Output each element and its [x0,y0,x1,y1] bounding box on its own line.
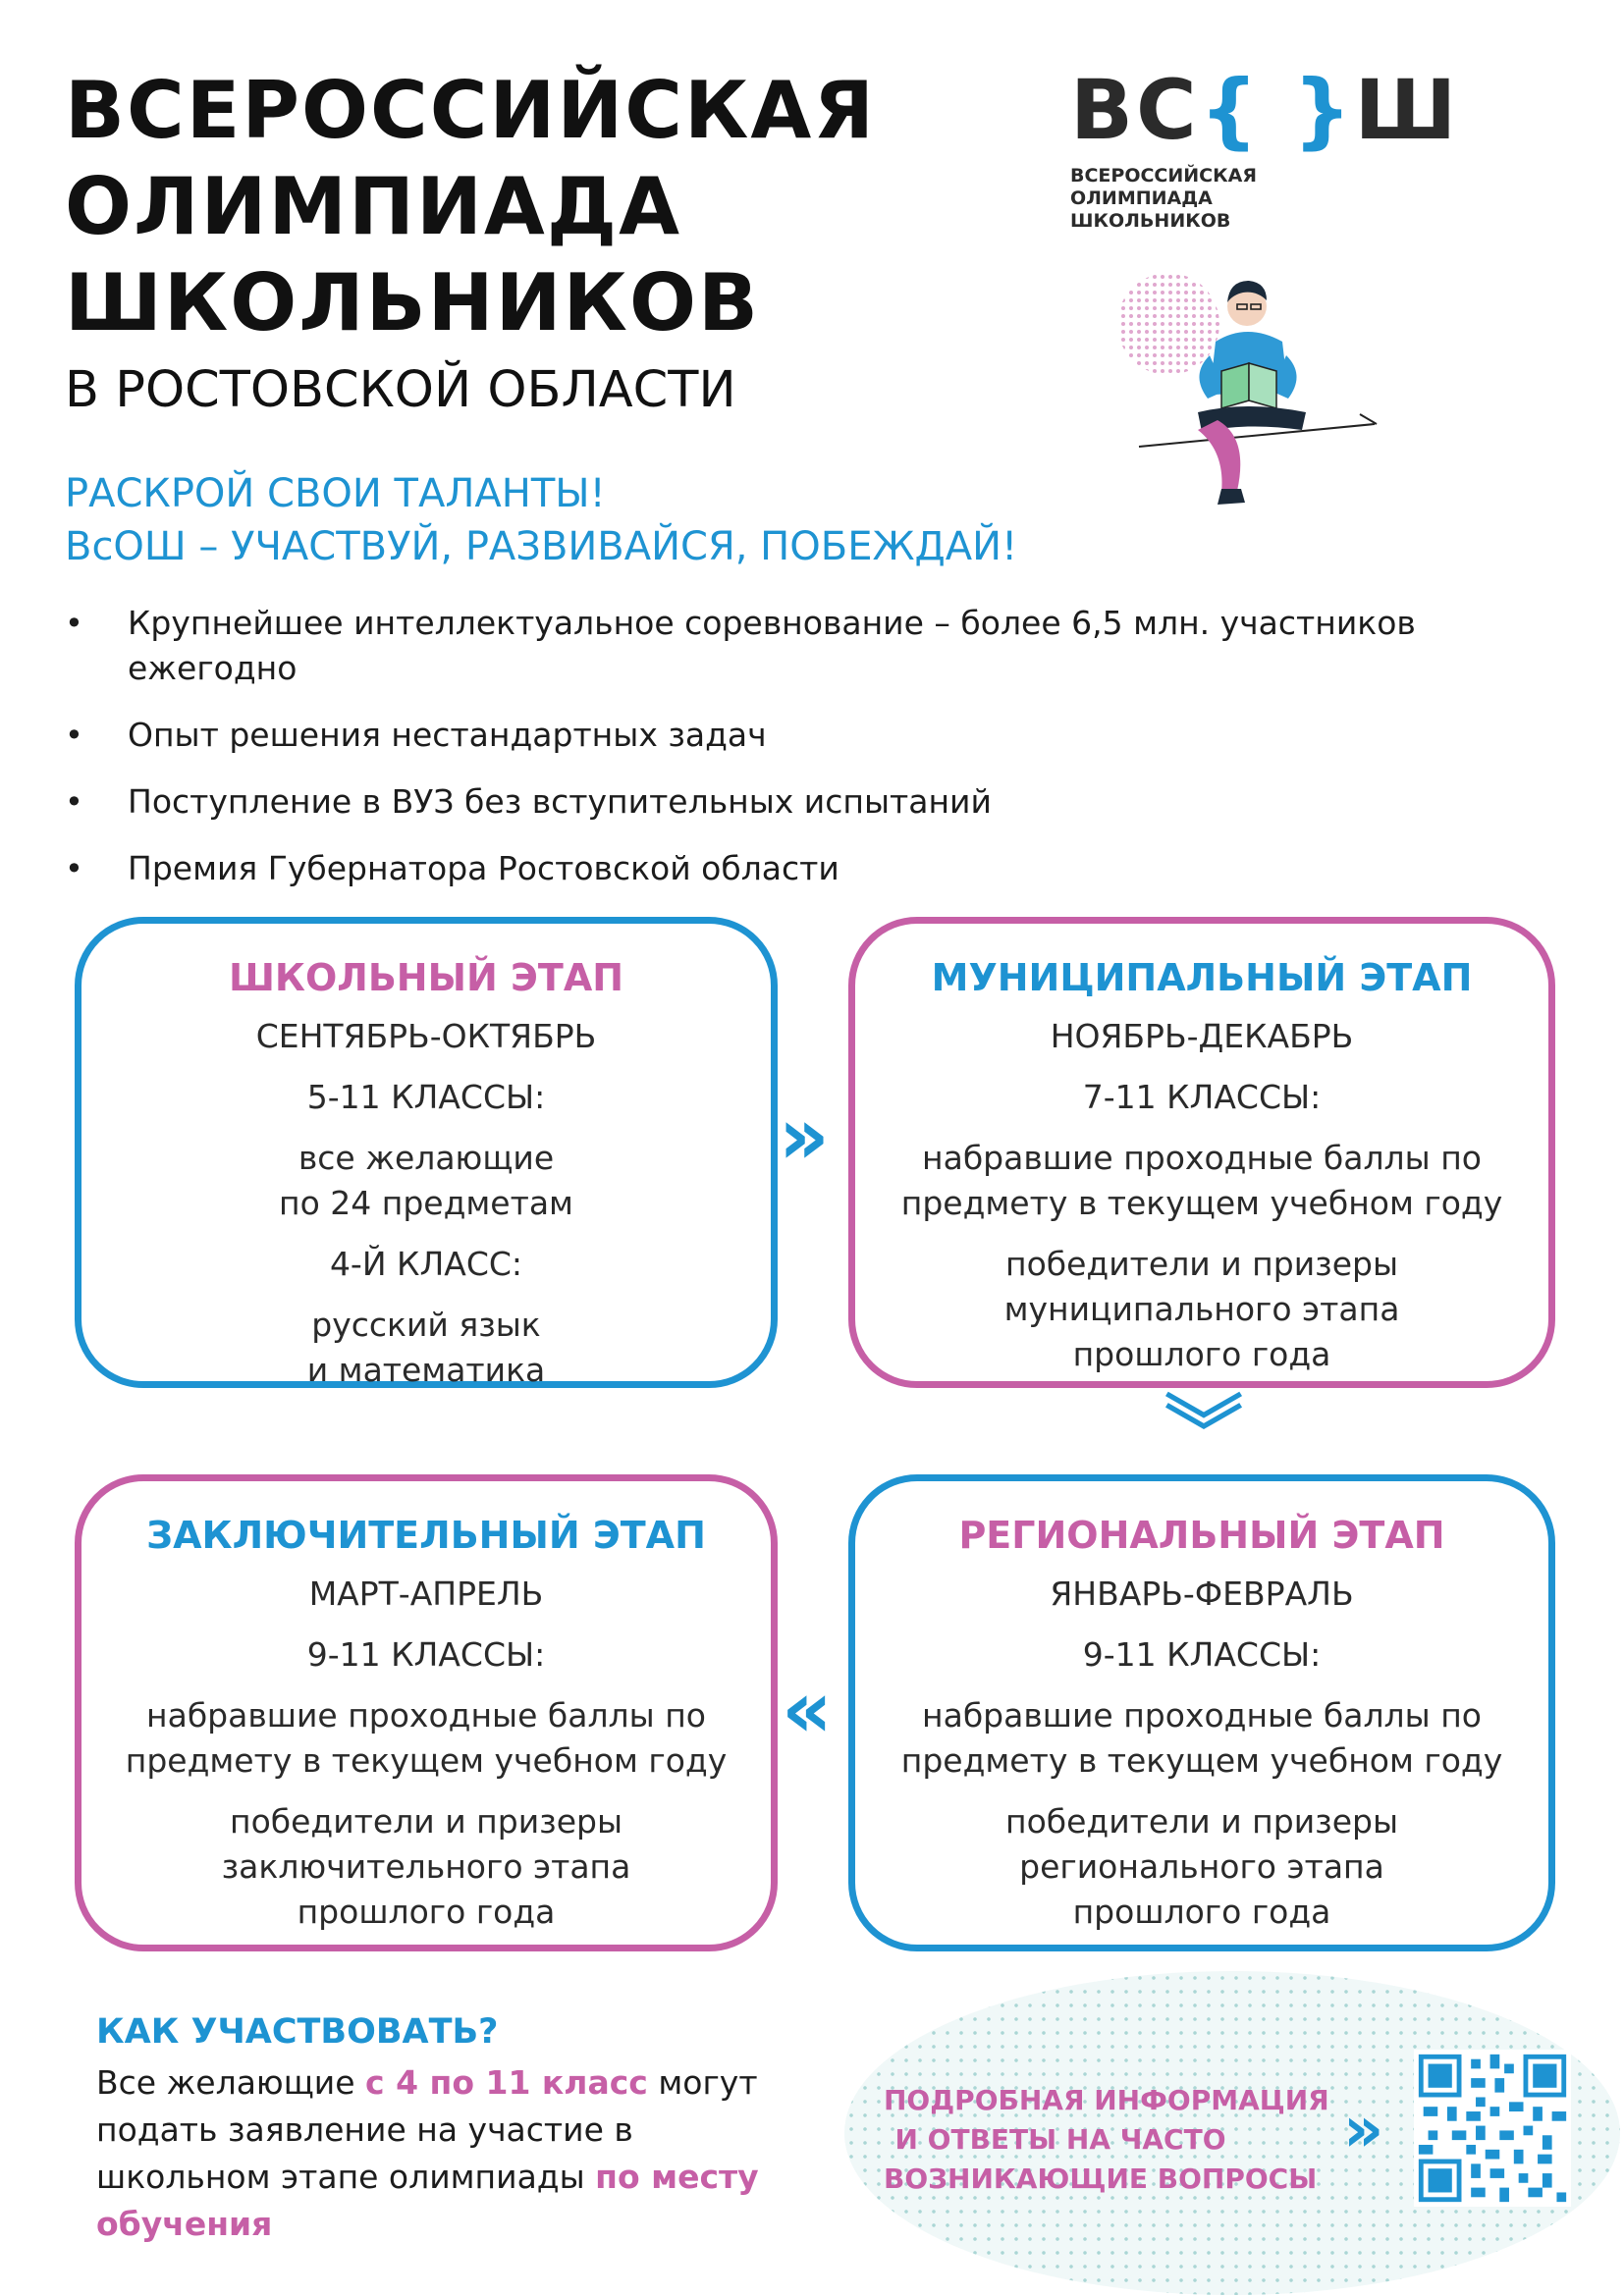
page-title-line-3: ШКОЛЬНИКОВ [65,257,760,348]
how-title: КАК УЧАСТВОВАТЬ? [96,2012,499,2052]
stage-eligibility-line: предмету в текущем учебном году [900,1741,1503,1780]
stage-eligibility-line: все желающие [298,1139,555,1177]
page-title-line-2: ОЛИМПИАДА [65,161,681,252]
stage-title: РЕГИОНАЛЬНЫЙ ЭТАП [958,1514,1445,1557]
how-text [96,2059,803,2248]
vsosh-logo [1070,62,1460,233]
stage-grade4: 4-Й КЛАСС: [329,1245,523,1283]
stage-previous-winners-line: победители и призеры [230,1802,623,1841]
stage-previous-winners-line: победители и призеры [1005,1245,1398,1283]
how-text-highlight: по месту обучения [96,2158,759,2243]
stage-eligibility-line: набравшие проходные баллы по [146,1696,706,1735]
stage-title: МУНИЦИПАЛЬНЫЙ ЭТАП [931,956,1473,999]
slogan-line-2: ВсОШ – УЧАСТВУЙ, РАЗВИВАЙСЯ, ПОБЕЖДАЙ! [65,524,1018,569]
stage-grades: 9-11 КЛАССЫ: [1082,1635,1322,1674]
stage-eligibility-line: набравшие проходные баллы по [922,1696,1482,1735]
logo-mark-left: ВС [1070,62,1200,158]
info-text [884,2081,1329,2199]
how-to-participate [96,2008,803,2248]
stage-eligibility-line: предмету в текущем учебном году [900,1184,1503,1222]
info-line: ВОЗНИКАЮЩИЕ ВОПРОСЫ [884,2163,1318,2195]
stage-grades: 5-11 КЛАССЫ: [306,1078,546,1116]
page-title-line-1: ВСЕРОССИЙСКАЯ [65,65,876,156]
stage-title: ШКОЛЬНЫЙ ЭТАП [228,956,624,999]
stage-card-final [75,1474,778,1951]
logo-text-line-1: ВСЕРОССИЙСКАЯ [1070,165,1257,187]
info-line: И ОТВЕТЫ НА ЧАСТО [894,2123,1226,2156]
stage-period: НОЯБРЬ-ДЕКАБРЬ [1050,1017,1354,1055]
how-text-part: могут подать заявление на участие в школьном этапе олимпиады [96,2063,758,2196]
slogan-line-1: РАСКРОЙ СВОИ ТАЛАНТЫ! [65,471,606,516]
how-text-part: Все желающие [96,2063,366,2102]
stage-period: МАРТ-АПРЕЛЬ [308,1575,544,1613]
stage-card-municipal [848,917,1555,1388]
logo-mark-brace: { } [1199,62,1355,158]
double-chevron-right-icon: » [779,1091,830,1182]
stage-eligibility-line: по 24 предметам [279,1184,573,1222]
stage-card-regional [848,1474,1555,1951]
stage-previous-winners-line: победители и призеры [1005,1802,1398,1841]
stage-grade4-subject: и математика [306,1351,546,1389]
logo-mark-right: Ш [1354,62,1460,158]
qr-code[interactable] [1414,2050,1571,2207]
double-chevron-down-icon: ︾ [1164,1387,1243,1478]
stage-previous-winners-line: заключительного этапа [221,1847,631,1886]
list-item: • Премия Губернатора Ростовской области [65,846,1538,891]
info-bubble [844,1971,1620,2295]
page-title-block [65,63,948,420]
how-text-highlight: с 4 по 11 класс [365,2063,648,2102]
logo-text-line-3: ШКОЛЬНИКОВ [1070,210,1231,232]
stage-period: ЯНВАРЬ-ФЕВРАЛЬ [1050,1575,1354,1613]
stage-eligibility-line: набравшие проходные баллы по [922,1139,1482,1177]
benefits-list [65,601,1538,913]
stage-eligibility-line: предмету в текущем учебном году [125,1741,728,1780]
stage-grades: 9-11 КЛАССЫ: [306,1635,546,1674]
slogan [65,467,1145,573]
logo-text [1070,165,1443,233]
info-line: ПОДРОБНАЯ ИНФОРМАЦИЯ [884,2084,1329,2116]
stage-previous-winners-line: муниципального этапа [1003,1290,1400,1328]
stage-previous-winners-line: прошлого года [1072,1335,1331,1373]
list-item: • Поступление в ВУЗ без вступительных испытаний [65,779,1538,825]
stage-period: СЕНТЯБРЬ-ОКТЯБРЬ [255,1017,597,1055]
stage-previous-winners-line: регионального этапа [1019,1847,1384,1886]
list-item: • Опыт решения нестандартных задач [65,713,1538,758]
stage-title: ЗАКЛЮЧИТЕЛЬНЫЙ ЭТАП [146,1514,706,1557]
reading-student-illustration [1119,265,1394,530]
logo-text-line-2: ОЛИМПИАДА [1070,187,1213,209]
logo-mark [1070,62,1460,158]
stage-previous-winners-line: прошлого года [297,1893,556,1931]
stage-previous-winners-line: прошлого года [1072,1893,1331,1931]
stage-grade4-subject: русский язык [311,1306,541,1344]
double-chevron-left-icon: « [782,1664,833,1755]
double-chevron-right-icon: » [1343,2094,1384,2166]
stage-grades: 7-11 КЛАССЫ: [1082,1078,1322,1116]
list-item: • Крупнейшее интеллектуальное соревнование – более 6,5 млн. участников ежегодно [65,601,1538,691]
page-subtitle: В РОСТОВСКОЙ ОБЛАСТИ [65,361,736,419]
stage-card-school [75,917,778,1388]
